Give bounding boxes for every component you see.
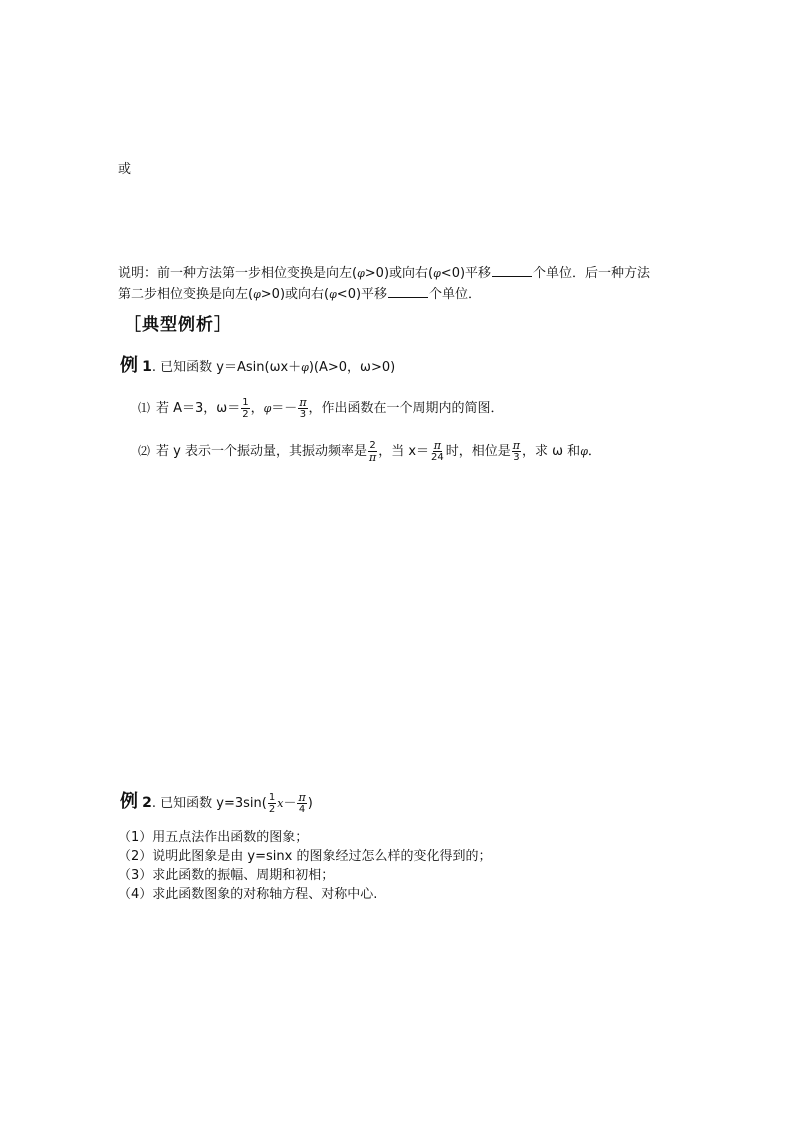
question-text: 若 A＝3，ω＝ (156, 401, 241, 416)
example-1-title (120, 357, 395, 377)
example-2-item-1: （1）用五点法作出函数的图象； (118, 830, 309, 845)
fraction-numerator: π (512, 439, 521, 452)
question-text: 时，相位是 (445, 444, 511, 459)
note-text: <0)平移 (440, 266, 492, 281)
example-number: 2 (142, 795, 152, 811)
question-text: ． (587, 444, 601, 459)
question-index: ⑵ (138, 444, 151, 458)
question-text: ＝－ (271, 401, 298, 416)
fraction-numerator: π (298, 791, 306, 804)
phi-symbol: φ (433, 267, 441, 280)
note-line-2 (118, 285, 481, 304)
fraction-denominator: 24 (431, 452, 444, 463)
example-1-question-1 (138, 397, 504, 420)
fraction-denominator: 2 (242, 409, 249, 420)
example-number: 1 (142, 359, 152, 375)
note-text: 说明：前一种方法第一步相位变换是向左( (118, 266, 358, 281)
fraction-numerator: 2 (369, 440, 376, 451)
example-text: . 已知函数 y＝Asin(ωx＋ (151, 360, 302, 375)
fraction (512, 440, 521, 463)
example-2-title (120, 792, 313, 815)
section-heading: ［典型例析］ (124, 315, 232, 335)
fraction-numerator: 1 (242, 397, 249, 408)
variable-x: x (277, 797, 284, 810)
example-text: )(A>0，ω>0) (308, 360, 396, 375)
note-text: >0)或向右( (364, 266, 434, 281)
fill-blank[interactable] (492, 264, 532, 277)
example-label: 例 (120, 791, 138, 812)
example-label: 例 (120, 355, 138, 376)
fraction (430, 440, 445, 463)
example-text: . 已知函数 y=3sin( (151, 796, 267, 811)
phi-symbol: φ (301, 361, 309, 374)
question-index: ⑴ (138, 401, 151, 415)
fraction (298, 397, 307, 420)
phi-symbol: φ (357, 267, 365, 280)
phi-symbol: φ (253, 288, 261, 301)
example-1-question-2 (138, 440, 601, 463)
fraction-numerator: π (433, 439, 442, 452)
question-text: ，作出函数在一个周期内的简图． (308, 401, 504, 416)
fraction-denominator: 4 (298, 804, 306, 815)
phi-symbol: φ (580, 445, 588, 458)
fraction-denominator: 3 (299, 409, 307, 420)
example-text: ) (307, 796, 313, 811)
minus-sign: － (283, 796, 297, 811)
example-2-item-4: （4）求此函数图象的对称轴方程、对称中心. (118, 887, 378, 902)
fraction (241, 397, 249, 420)
example-2-item-2: （2）说明此图象是由 y=sinx 的图象经过怎么样的变化得到的； (118, 849, 492, 864)
question-text: 若 y 表示一个振动量，其振动频率是 (156, 444, 367, 459)
fraction (297, 792, 306, 815)
phi-symbol: φ (263, 402, 272, 415)
note-text: 个单位．后一种方法 (533, 266, 651, 281)
note-line-1 (118, 264, 650, 283)
fraction-denominator: 3 (513, 452, 520, 463)
question-text: ，当 x＝ (378, 444, 430, 459)
question-text: ， (250, 401, 264, 416)
note-text: 第二步相位变换是向左( (118, 287, 254, 302)
fraction-numerator: π (299, 396, 307, 409)
question-text: ，求 ω 和 (522, 444, 581, 459)
example-2-item-3: （3）求此函数的振幅、周期和初相； (118, 868, 335, 883)
note-text: >0)或向右( (260, 287, 330, 302)
or-text: 或 (118, 162, 132, 177)
fraction-denominator: 2 (268, 804, 276, 815)
fill-blank[interactable] (388, 285, 428, 298)
fraction (368, 440, 377, 463)
note-text: <0)平移 (336, 287, 388, 302)
phi-symbol: φ (329, 288, 337, 301)
note-text: 个单位． (429, 287, 482, 302)
fraction-denominator: π (368, 451, 377, 464)
fraction-numerator: 1 (268, 792, 276, 803)
fraction (268, 792, 276, 815)
